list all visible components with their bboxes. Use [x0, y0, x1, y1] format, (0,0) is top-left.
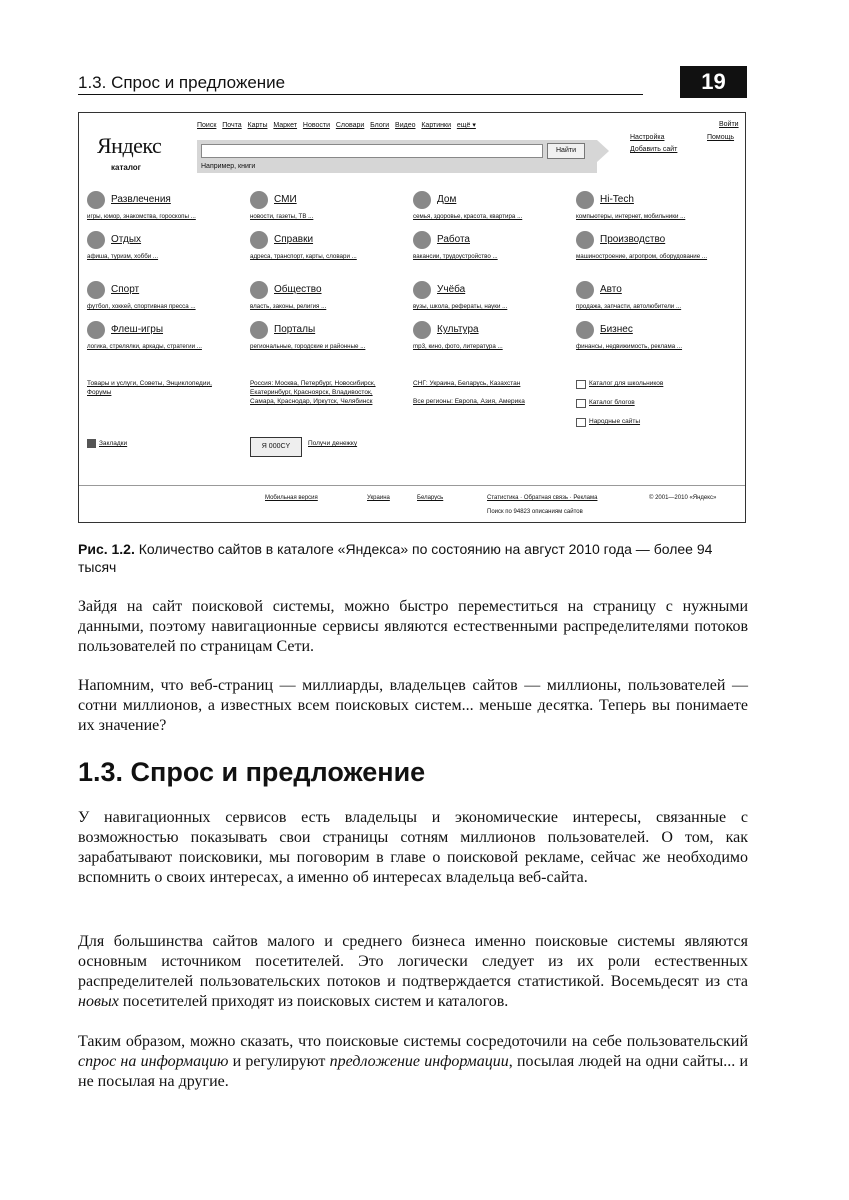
game-icon: [87, 321, 105, 339]
category-subtitle[interactable]: вакансии, трудоустройство ...: [413, 253, 498, 260]
paragraph-4-emphasis: новых: [78, 993, 119, 1010]
violin-icon: [413, 321, 431, 339]
factory-icon: [576, 231, 594, 249]
link-news[interactable]: Новости: [302, 122, 331, 129]
find-button[interactable]: Найти: [547, 143, 585, 159]
paragraph-4-post: посетителей приходят из поисковых систем и каталогов.: [118, 993, 509, 1010]
belarus-link[interactable]: Беларусь: [417, 495, 444, 501]
category-subtitle[interactable]: адреса, транспорт, карты, словари ...: [250, 253, 357, 260]
coin-icon: [576, 321, 594, 339]
category-title[interactable]: СМИ: [274, 194, 297, 205]
ball-icon: [87, 281, 105, 299]
category-subtitle[interactable]: компьютеры, интернет, мобильники ...: [576, 213, 686, 220]
catalog-schools-link[interactable]: Каталог для школьников: [589, 380, 664, 387]
paragraph-4-pre: Восемьдесят из ста: [610, 973, 749, 990]
paragraph-2: Напомним, что веб-страниц — миллиарды, владельцев сайтов — миллионы, пользователей — сотни миллионов, а известных всем поисковых систем... меньше десятка. Теперь вы понимаете их значение?: [78, 677, 748, 734]
paragraph-5-emphasis-2: предложение информации: [329, 1053, 509, 1070]
column-icon: [250, 281, 268, 299]
link-images[interactable]: Картинки: [421, 122, 452, 129]
home-icon: [413, 191, 431, 209]
search-bar: [197, 140, 597, 163]
mask-icon: [87, 191, 105, 209]
category-subtitle[interactable]: вузы, школа, рефераты, науки ...: [413, 303, 508, 310]
running-title: 1.3. Спрос и предложение: [78, 72, 643, 95]
category-title[interactable]: Hi-Tech: [600, 194, 634, 205]
paragraph-5: [78, 1032, 748, 1092]
category-title[interactable]: Порталы: [274, 324, 316, 335]
globe-icon: [250, 321, 268, 339]
link-blogs[interactable]: Блоги: [370, 122, 390, 129]
category-subtitle[interactable]: афиша, туризм, хобби ...: [87, 253, 159, 260]
counter-widget: Я 000CY: [250, 437, 302, 457]
paragraph-4-text: Для большинства сайтов малого и среднего бизнеса именно поисковые системы являются основным источником посетителей. Это логически следует из их роли естественных распределителей пользовательских потоков и подтверждается статистикой.: [78, 933, 748, 990]
people-icon: [576, 418, 586, 427]
caption-label: Рис. 1.2.: [78, 541, 135, 557]
link-dictionaries[interactable]: Словари: [335, 122, 365, 129]
cis-links[interactable]: СНГ: Украина, Беларусь, Казахстан: [413, 380, 521, 387]
figure-caption: [78, 540, 748, 576]
category-title[interactable]: Флеш-игры: [111, 324, 164, 335]
link-video[interactable]: Видео: [395, 122, 416, 129]
search-input[interactable]: [201, 144, 543, 158]
category-title[interactable]: Спорт: [111, 284, 140, 295]
people-sites-link[interactable]: Народные сайты: [589, 418, 641, 425]
bookmark-icon: [87, 439, 96, 448]
link-more[interactable]: ещё ▾: [456, 122, 476, 129]
link-market[interactable]: Маркет: [273, 122, 298, 129]
yandex-logo[interactable]: Яндекс: [97, 133, 162, 158]
regions-links[interactable]: Все регионы: Европа, Азия, Америка: [413, 398, 525, 405]
search-count: Поиск по 94823 описаниям сайтов: [487, 509, 583, 515]
paragraph-1: Зайдя на сайт поисковой системы, можно быстро переместиться на страницу с нужными данными, поэтому навигационные сервисы являются естественными распределителями потоков пользователей по страницам Сети.: [78, 598, 748, 655]
help-link[interactable]: Помощь: [707, 134, 735, 141]
category-title[interactable]: Работа: [437, 234, 470, 245]
paragraph-5-pre: Таким образом, можно сказать, что поисковые системы сосредоточили на себе пользовательский: [78, 1033, 748, 1050]
copyright: © 2001—2010 «Яндекс»: [649, 495, 717, 501]
search-example: Например, книги: [197, 161, 597, 173]
bookmarks-link[interactable]: Закладки: [99, 440, 128, 447]
link-maps[interactable]: Карты: [247, 122, 268, 129]
media-icon: [250, 191, 268, 209]
footer-links[interactable]: Статистика · Обратная связь · Реклама: [487, 495, 598, 501]
palm-icon: [87, 231, 105, 249]
book-icon: [250, 231, 268, 249]
category-subtitle[interactable]: футбол, хоккей, спортивная пресса ...: [87, 303, 196, 310]
figure-screenshot: [78, 112, 746, 523]
caption-text: Количество сайтов в каталоге «Яндекса» по состоянию на август 2010 года — более 94 тысяч: [78, 541, 713, 575]
category-subtitle[interactable]: продажа, запчасти, автолюбители ...: [576, 303, 682, 310]
page-number: 19: [680, 66, 747, 98]
category-subtitle[interactable]: новости, газеты, ТВ ...: [250, 213, 314, 220]
tools-icon: [413, 231, 431, 249]
logo-subtitle: каталог: [111, 163, 142, 172]
paragraph-5-mid: и регулируют: [228, 1053, 330, 1070]
paragraph-5-post: , посылая людей на одни сайты... и не посылая на другие.: [78, 1053, 749, 1090]
category-subtitle[interactable]: игры, юмор, знакомства, гороскопы ...: [87, 213, 196, 220]
category-subtitle[interactable]: региональные, городские и районные ...: [250, 343, 366, 350]
russia-links[interactable]: Россия: Москва, Петербург, Новосибирск, Екатеринбург, Красноярск, Владивосток, Самара, Краснодар, Иркутск, Челябинск: [250, 380, 376, 405]
section-title: 1.3. Спрос и предложение: [78, 757, 426, 787]
category-subtitle[interactable]: логика, стрелялки, аркады, стратегии ...: [87, 343, 202, 350]
paragraph-5-emphasis-1: спрос на информацию: [78, 1053, 229, 1070]
login-link[interactable]: Войти: [719, 121, 739, 128]
yamoney-link[interactable]: Получи денежку: [308, 440, 358, 447]
category-subtitle[interactable]: семья, здоровье, красота, квартира ...: [413, 213, 523, 220]
category-subtitle[interactable]: mp3, кино, фото, литература ...: [413, 343, 503, 350]
ukraine-link[interactable]: Украина: [367, 495, 390, 501]
book-icon: [413, 281, 431, 299]
link-search[interactable]: Поиск: [197, 122, 217, 129]
paragraph-4: [78, 932, 748, 1012]
add-site-link[interactable]: Добавить сайт: [630, 146, 678, 153]
wheel-icon: [576, 281, 594, 299]
category-title[interactable]: Бизнес: [600, 324, 633, 335]
category-title[interactable]: Учёба: [437, 284, 466, 295]
footer-divider: [79, 485, 745, 486]
settings-link[interactable]: Настройка: [630, 134, 665, 141]
category-title[interactable]: Культура: [437, 324, 479, 335]
category-title[interactable]: Справки: [274, 234, 314, 245]
goods-links[interactable]: Товары и услуги, Советы, Энциклопедии, Форумы: [87, 380, 212, 396]
category-subtitle[interactable]: власть, законы, религия ...: [250, 303, 327, 310]
link-mail[interactable]: Почта: [222, 122, 242, 129]
category-title[interactable]: Производство: [600, 234, 666, 245]
category-subtitle[interactable]: финансы, недвижимость, реклама ...: [576, 343, 683, 350]
category-title[interactable]: Дом: [437, 194, 457, 205]
category-title[interactable]: Отдых: [111, 234, 142, 245]
category-title[interactable]: Развлечения: [111, 194, 171, 205]
category-subtitle[interactable]: машиностроение, агропром, оборудование ...: [576, 253, 708, 260]
paragraph-3: У навигационных сервисов есть владельцы и экономические интересы, связанные с возможностью показывать свои страницы сотням миллионов пользователей. О том, как зарабатывают поисковики, мы поговорим в главе о поисковой рекламе, сейчас же необходимо вспомнить о своих интересах, а именно об интересах владельца веб-сайта.: [78, 809, 748, 886]
blog-icon: [576, 399, 586, 408]
catalog-blogs-link[interactable]: Каталог блогов: [589, 399, 635, 406]
category-title[interactable]: Авто: [600, 284, 622, 295]
mouse-icon: [576, 191, 594, 209]
top-links: [197, 121, 476, 129]
school-icon: [576, 380, 586, 389]
mobile-link[interactable]: Мобильная версия: [265, 495, 318, 501]
category-title[interactable]: Общество: [274, 284, 322, 295]
